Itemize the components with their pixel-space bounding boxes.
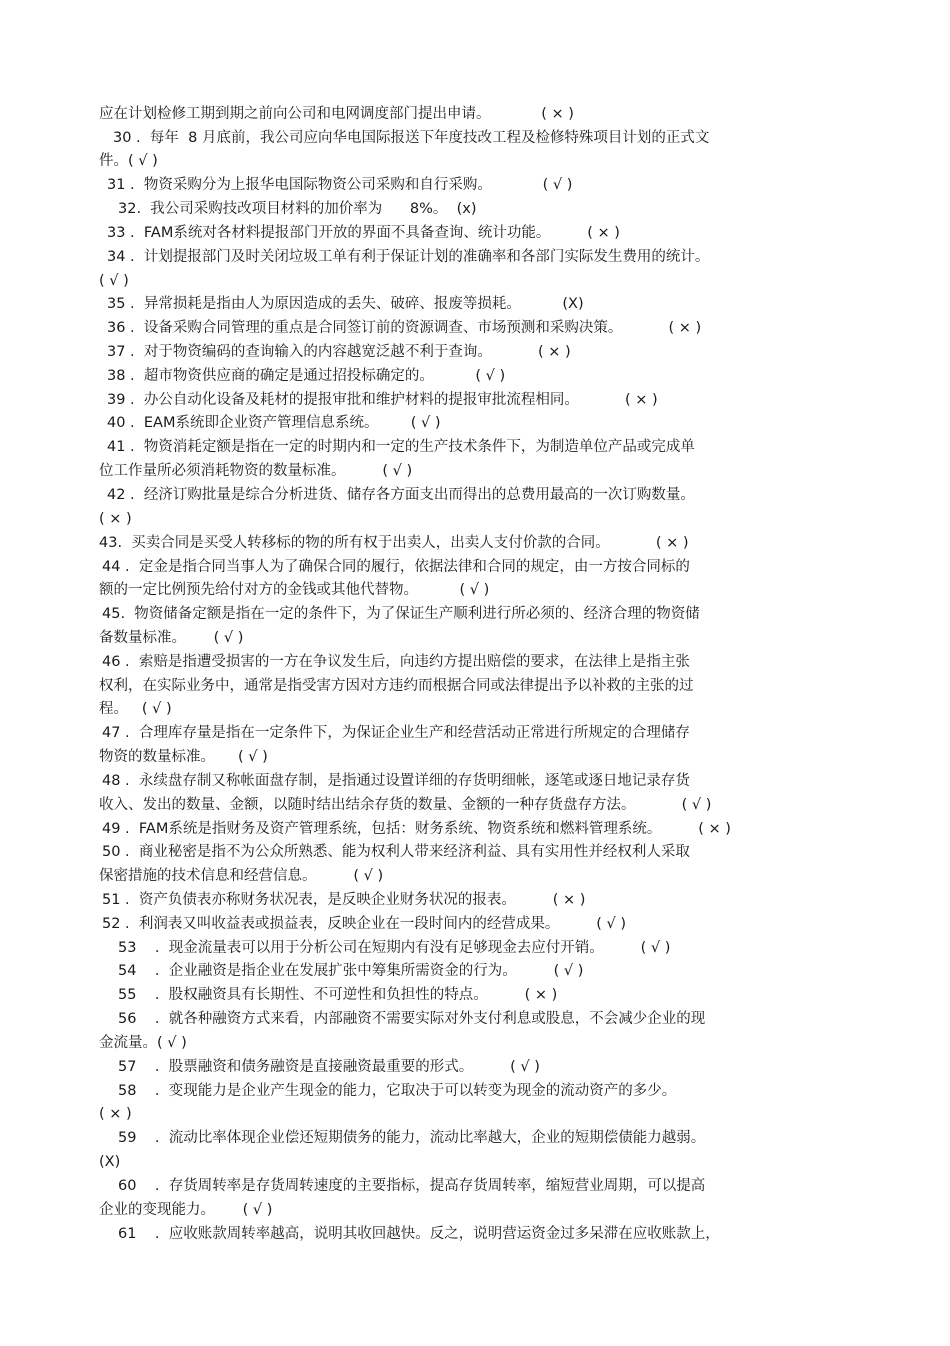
text-line: 50 . 商业秘密是指不为公众所熟悉、能为权利人带来经济利益、具有实用性并经权利人采取 (102, 844, 690, 860)
text-line: 37 . 对于物资编码的查询输入的内容越宽泛越不利于查询。 ( × ) (107, 344, 571, 360)
text-line: 58 . 变现能力是企业产生现金的能力，它取决于可以转变为现金的流动资产的多少。 (118, 1083, 677, 1099)
text-line: ( × ) (99, 511, 132, 527)
text-line: 位工作量所必须消耗物资的数量标准。 ( √ ) (99, 463, 413, 479)
text-line: 43. 买卖合同是买受人转移标的物的所有权于出卖人，出卖人支付价款的合同。 ( × ) (99, 535, 689, 551)
text-line: 53 . 现金流量表可以用于分析公司在短期内有没有足够现金去应付开销。 ( √ ) (118, 940, 671, 956)
text-line: 30 . 每年 8 月底前，我公司应向华电国际报送下年度技改工程及检修特殊项目计划的正式文 (113, 130, 710, 146)
text-line: 56 . 就各种融资方式来看，内部融资不需要实际对外支付利息或股息，不会减少企业的现 (118, 1011, 706, 1027)
text-line: 59 . 流动比率体现企业偿还短期债务的能力，流动比率越大，企业的短期偿债能力越弱。 (118, 1130, 706, 1146)
text-line: 41 . 物资消耗定额是指在一定的时期内和一定的生产技术条件下，为制造单位产品或完成单 (107, 439, 695, 455)
text-line: 54 . 企业融资是指企业在发展扩张中筹集所需资金的行为。 ( √ ) (118, 963, 584, 979)
text-line: 39 . 办公自动化设备及耗材的提报审批和维护材料的提报审批流程相同。 ( × ) (107, 392, 658, 408)
text-line: 40 . EAM系统即企业资产管理信息系统。 ( √ ) (107, 415, 441, 431)
text-line: 55 . 股权融资具有长期性、不可逆性和负担性的特点。 ( × ) (118, 987, 558, 1003)
text-line: 38 . 超市物资供应商的确定是通过招投标确定的。 ( √ ) (107, 368, 506, 384)
text-line: 企业的变现能力。 ( √ ) (99, 1202, 273, 1218)
text-line: 31 . 物资采购分为上报华电国际物资公司采购和自行采购。 ( √ ) (107, 177, 573, 193)
text-line: ( √ ) (99, 273, 129, 289)
text-line: 57 . 股票融资和债务融资是直接融资最重要的形式。 ( √ ) (118, 1059, 540, 1075)
text-line: (X) (99, 1154, 121, 1170)
text-line: 件。( √ ) (99, 153, 158, 169)
text-line: 金流量。( √ ) (99, 1035, 187, 1051)
text-line: 46 . 索赔是指遭受损害的一方在争议发生后，向违约方提出赔偿的要求，在法律上是指主张 (102, 654, 690, 670)
text-line: 程。 ( √ ) (99, 701, 172, 717)
text-line: 35 . 异常损耗是指由人为原因造成的丢失、破碎、报废等损耗。 (X) (107, 296, 584, 312)
text-line: 权利，在实际业务中，通常是指受害方因对方违约而根据合同或法律提出予以补救的主张的过 (99, 678, 694, 694)
text-line: 60 . 存货周转率是存货周转速度的主要指标，提高存货周转率，缩短营业周期，可以提高 (118, 1178, 706, 1194)
text-line: 保密措施的技术信息和经营信息。 ( √ ) (99, 868, 384, 884)
text-line: 51 . 资产负债表亦称财务状况表，是反映企业财务状况的报表。 ( × ) (102, 892, 586, 908)
text-line: 备数量标准。 ( √ ) (99, 630, 244, 646)
text-line: 47 . 合理库存量是指在一定条件下，为保证企业生产和经营活动正常进行所规定的合理储存 (102, 725, 690, 741)
text-line: 42 . 经济订购批量是综合分析进货、储存各方面支出而得出的总费用最高的一次订购数量。 (107, 487, 695, 503)
text-line: 物资的数量标准。 ( √ ) (99, 749, 268, 765)
text-line: 32. 我公司采购技改项目材料的加价率为 8%。 (x) (118, 201, 477, 217)
text-line: 61 . 应收账款周转率越高，说明其收回越快。反之，说明营运资金过多呆滞在应收账款上， (118, 1226, 720, 1242)
text-line: 44 . 定金是指合同当事人为了确保合同的履行，依据法律和合同的规定，由一方按合同标的 (102, 559, 690, 575)
text-line: 48 . 永续盘存制又称帐面盘存制，是指通过设置详细的存货明细帐，逐笔或逐日地记录存货 (102, 773, 690, 789)
text-line: 49 . FAM系统是指财务及资产管理系统，包括：财务系统、物资系统和燃料管理系统。 ( × ) (102, 821, 731, 837)
text-line: 额的一定比例预先给付对方的金钱或其他代替物。 ( √ ) (99, 582, 490, 598)
text-line: 36 . 设备采购合同管理的重点是合同签订前的资源调查、市场预测和采购决策。 ( × ) (107, 320, 702, 336)
text-line: 收入、发出的数量、金额，以随时结出结余存货的数量、金额的一种存货盘存方法。 ( √ ) (99, 797, 712, 813)
text-line: 45. 物资储备定额是指在一定的条件下，为了保证生产顺利进行所必须的、经济合理的物资储 (102, 606, 700, 622)
text-line: ( × ) (99, 1106, 132, 1122)
text-line: 52 . 利润表又叫收益表或损益表，反映企业在一段时间内的经营成果。 ( √ ) (102, 916, 627, 932)
text-line: 33 . FAM系统对各材料提报部门开放的界面不具备查询、统计功能。 ( × ) (107, 225, 620, 241)
text-line: 34 . 计划提报部门及时关闭垃圾工单有利于保证计划的准确率和各部门实际发生费用的统计。 (107, 249, 710, 265)
text-line: 应在计划检修工期到期之前向公司和电网调度部门提出申请。 ( × ) (99, 106, 574, 122)
